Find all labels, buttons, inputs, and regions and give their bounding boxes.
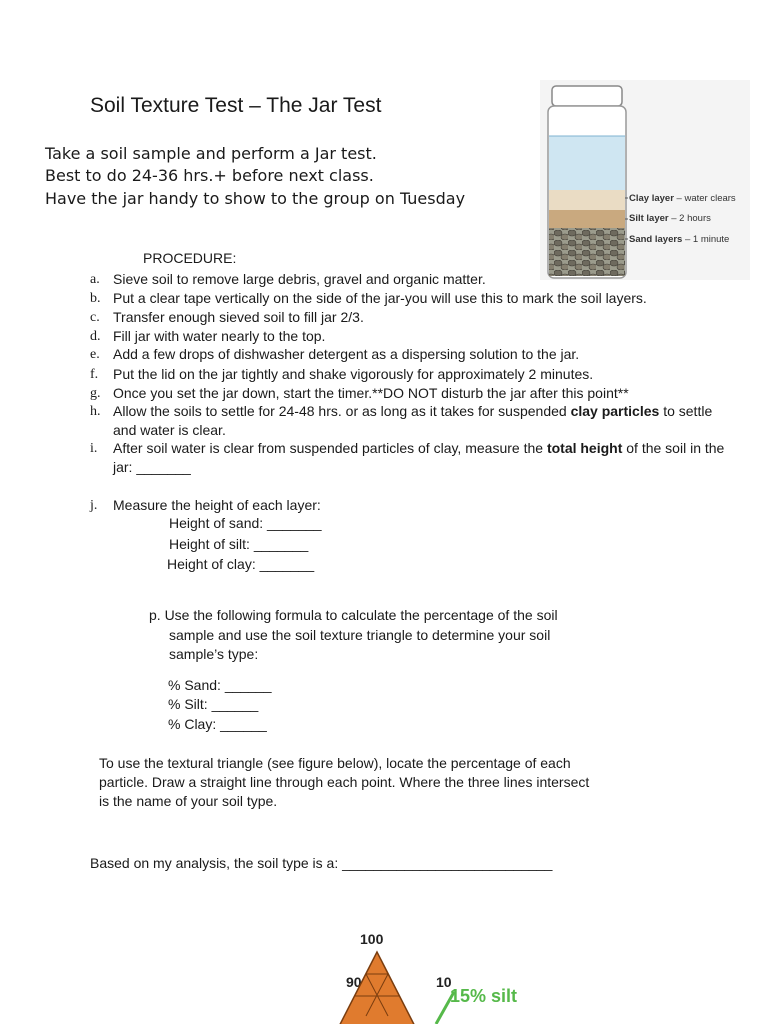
step-text: Fill jar with water nearly to the top. bbox=[113, 328, 326, 344]
triangle-annotation: 15% silt bbox=[450, 986, 518, 1006]
height-of-silt: Height of silt: _______ bbox=[169, 536, 309, 552]
triangle-right-label: 10 bbox=[436, 974, 452, 990]
clay-layer-note: – water clears bbox=[673, 193, 736, 204]
height-of-clay: Height of clay: _______ bbox=[167, 556, 315, 572]
procedure-heading: PROCEDURE: bbox=[143, 250, 237, 266]
step-label: e. bbox=[90, 347, 100, 362]
step-h bbox=[90, 402, 730, 440]
step-label: g. bbox=[90, 386, 101, 401]
intro-line-3: Have the jar handy to show to the group on Tuesday bbox=[45, 189, 466, 208]
step-text: Sieve soil to remove large debris, gravel and organic matter. bbox=[113, 271, 486, 287]
step-b bbox=[90, 289, 740, 308]
step-text: Put a clear tape vertically on the side of the jar-you will use this to mark the soil layers. bbox=[113, 290, 647, 306]
step-text: Put the lid on the jar tightly and shake vigorously for approximately 2 minutes. bbox=[113, 366, 594, 382]
step-text: Measure the height of each layer: bbox=[113, 497, 321, 513]
page-title: Soil Texture Test – The Jar Test bbox=[90, 94, 382, 117]
sand-layer-label: Sand layers bbox=[629, 234, 683, 245]
step-text-bold: clay particles bbox=[570, 403, 660, 419]
step-label: b. bbox=[90, 291, 101, 306]
sand-layer-note: – 1 minute bbox=[682, 234, 730, 245]
jar-figure bbox=[540, 80, 750, 285]
step-label: i. bbox=[90, 441, 98, 456]
percent-clay: % Clay: ______ bbox=[168, 716, 267, 732]
formula-line-1: p. Use the following formula to calculate the percentage of the soil bbox=[149, 607, 558, 623]
intro-line-2: Best to do 24-36 hrs.+ before next class. bbox=[45, 166, 374, 185]
svg-text:Clay layer – water clears bbox=[629, 193, 736, 204]
step-label: d. bbox=[90, 329, 101, 344]
instructions-line-3: is the name of your soil type. bbox=[99, 793, 278, 809]
percent-sand: % Sand: ______ bbox=[168, 677, 272, 693]
step-text: Allow the soils to settle for 24-48 hrs. or as long as it takes for suspended bbox=[113, 403, 571, 419]
step-i bbox=[90, 439, 730, 477]
step-j bbox=[90, 496, 740, 515]
step-text: Once you set the jar down, start the timer.**DO NOT disturb the jar after this point** bbox=[113, 385, 629, 401]
instructions-line-1: To use the textural triangle (see figure below), locate the percentage of each bbox=[99, 755, 571, 771]
step-text: Transfer enough sieved soil to fill jar 2/3. bbox=[113, 309, 364, 325]
instructions-line-2: particle. Draw a straight line through each point. Where the three lines intersect bbox=[99, 774, 590, 790]
formula-line-2: sample and use the soil texture triangle to determine your soil bbox=[169, 627, 551, 643]
silt-layer-label: Silt layer bbox=[629, 213, 669, 224]
silt-layer-note: – 2 hours bbox=[668, 213, 711, 224]
height-of-sand: Height of sand: _______ bbox=[169, 515, 322, 531]
jar-illustration bbox=[540, 80, 750, 280]
step-label: c. bbox=[90, 310, 100, 325]
step-label: j. bbox=[90, 498, 98, 513]
step-text-end: of the soil in the jar: _______ bbox=[113, 440, 725, 475]
step-text: Add a few drops of dishwasher detergent as a dispersing solution to the jar. bbox=[113, 346, 580, 362]
step-text-end: to settle and water is clear. bbox=[113, 403, 713, 438]
triangle-graphic bbox=[330, 924, 570, 1024]
clay-layer-label: Clay layer bbox=[629, 193, 674, 204]
step-g bbox=[90, 384, 740, 403]
svg-text:Silt layer – 2 hours bbox=[629, 213, 711, 224]
intro-line-1: Take a soil sample and perform a Jar test. bbox=[45, 144, 377, 163]
step-a bbox=[90, 270, 740, 289]
step-e bbox=[90, 345, 740, 364]
step-label: h. bbox=[90, 404, 101, 419]
soil-type-answer-line: Based on my analysis, the soil type is a: ___________________________ bbox=[90, 855, 553, 871]
step-text: After soil water is clear from suspended particles of clay, measure the bbox=[113, 440, 547, 456]
formula-line-3: sample’s type: bbox=[169, 646, 259, 662]
triangle-left-label: 90 bbox=[346, 974, 362, 990]
triangle-top-label: 100 bbox=[360, 931, 384, 947]
percent-silt: % Silt: ______ bbox=[168, 696, 259, 712]
step-label: f. bbox=[90, 367, 99, 382]
soil-texture-triangle bbox=[330, 924, 570, 1029]
step-c bbox=[90, 308, 740, 327]
step-d bbox=[90, 327, 740, 346]
svg-text:Sand layers – 1 minute bbox=[629, 234, 729, 245]
step-label: a. bbox=[90, 272, 100, 287]
step-f bbox=[90, 365, 740, 384]
step-text-bold: total height bbox=[546, 440, 623, 456]
